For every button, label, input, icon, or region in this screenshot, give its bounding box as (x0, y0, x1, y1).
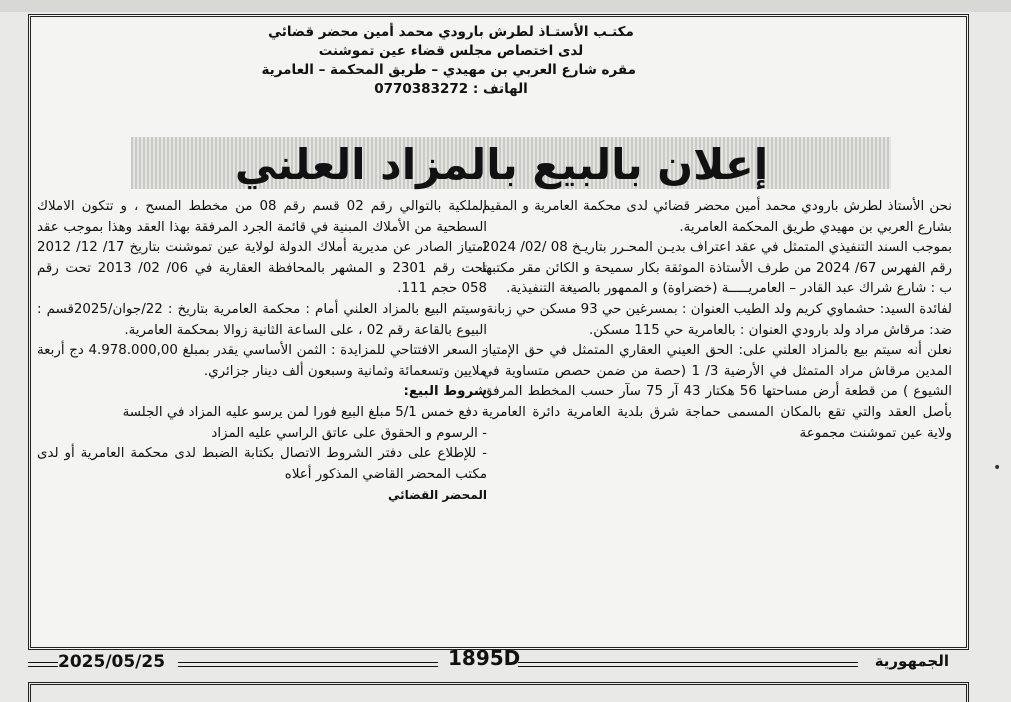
announcement-frame (28, 14, 969, 650)
next-announcement-frame (28, 682, 969, 702)
signature: المحضر القضائي (387, 488, 487, 503)
condition-item: - للإطلاع على دفتر الشروط الاتصال بكتابة الضبط لدى محكمة العامرية أو لدى مكتب المحضر القاضي المذكور أعلاه (37, 446, 487, 482)
enforcement-title-paragraph: بموجب السند التنفيذي المتمثل في عقد اعتراف بديـن المحـرر بتاريـخ 08 /02/ 2024 رقم الفهرس 67/ 2024 من طرف الأستاذة الموثقة بكار سميحة و الكائن مقر مكتبها ب : شارع شراك عبد القادر – العامريـــــة (خضراوة) و الممهور بالصيغة التنفيذية. (482, 240, 952, 297)
bailiff-office-header (261, 23, 636, 99)
footer-rule (178, 662, 438, 667)
opening-price-paragraph: - السعر الافتتاحي للمزايدة : الثمن الأساسي يقدر بمبلغ 4.978.000,00 دج أربعة ملايين وتسعمائة وثمانية وسبعون ألف دينار جزائري. (37, 343, 487, 379)
footer-code: 1895D (448, 646, 521, 670)
condition-item: - الرسوم و الحقوق على عاتق الراسي عليه المزاد (211, 425, 487, 441)
office-jurisdiction: لدى اختصاص مجلس قضاء عين تموشنت (318, 43, 584, 59)
footer-rule (28, 662, 58, 667)
footer-date: 2025/05/25 (58, 652, 166, 672)
right-column (482, 197, 952, 444)
announcement-title: إعلان بالبيع بالمزاد العلني (234, 140, 769, 189)
intro-paragraph: نحن الأستاذ لطرش بارودي محمد أمين محضر قضائي لدى محكمة العامرية و المقيم بشارع العربي بن مهيدي طريق المحكمة العامرية. (482, 199, 952, 235)
footer-rule (518, 662, 858, 667)
debtor-paragraph: ضد: مرقاش مراد ولد بارودي العنوان : بالعامرية حي 115 مسكن. (588, 322, 952, 338)
left-column (37, 197, 487, 506)
office-phone-line (266, 80, 636, 99)
page-footer (28, 646, 969, 674)
office-address: مقره شارع العربي بن مهيدي – طريق المحكمة – العامرية (261, 62, 636, 78)
phone-label: الهاتف : (472, 81, 528, 97)
phone-number: 0770383272 (374, 81, 469, 97)
previous-page-strip (0, 0, 1011, 12)
creditor-paragraph: لفائدة السيد: حشماوي كريم ولد الطيب العنوان : بمسرغين حي 93 مسكن حي زبانة (486, 301, 952, 317)
newspaper-name: الجمهورية (874, 652, 949, 670)
condition-item: - دفع خمس 5/1 مبلغ البيع فورا لمن يرسو عليه المزاد في الجلسة (122, 404, 487, 420)
property-description-paragraph: نعلن أنه سيتم بيع بالمزاد العلني على: الحق العيني العقاري المتمثل في حق الإمتياز المدين مرقاش مراد المتمثل في الأرضية 3/ 1 (حصة من ضمن حصص متساوية في الشيوع ) من قطعة أرض مساحتها 56 هكتار 43 آر 75 سآر حسب المخطط المرفق بأصل العقد والتي تقع بالمكان المسمى حماجة شرق بلدية العامرية دائرة العامرية ولاية عين تموشنت مجموعة (482, 343, 952, 441)
property-continuation-paragraph: الملكية بالتوالي رقم 02 قسم رقم 08 من مخطط المسح ، و تتكون الاملاك السطحية من الأملاك المبنية في قائمة الجرد المرفقة بهذا العقد وهذا بموجب عقد امتياز الصادر عن مديرية أملاك الدولة لولاية عين تموشنت بتاريخ 17/ 12/ 2012 تحت رقم 2301 و المشهر بالمحافظة العقارية في 06/ 02/ 2013 تحت رقم 058 حجم 111. (37, 199, 488, 297)
sale-date-paragraph: وسيتم البيع بالمزاد العلني أمام : محكمة العامرية بتاريخ : 22/جوان/2025قسم : البيوع بالقاعة رقم 02 ، على الساعة الثانية زوالا بمحكمة العامرية. (37, 301, 487, 338)
margin-mark: • (993, 460, 1002, 476)
conditions-title: شروط البيع: (403, 384, 487, 400)
office-name: مكتـب الأستـاذ لطرش بارودي محمد أمين محضر قضائي (268, 24, 634, 40)
